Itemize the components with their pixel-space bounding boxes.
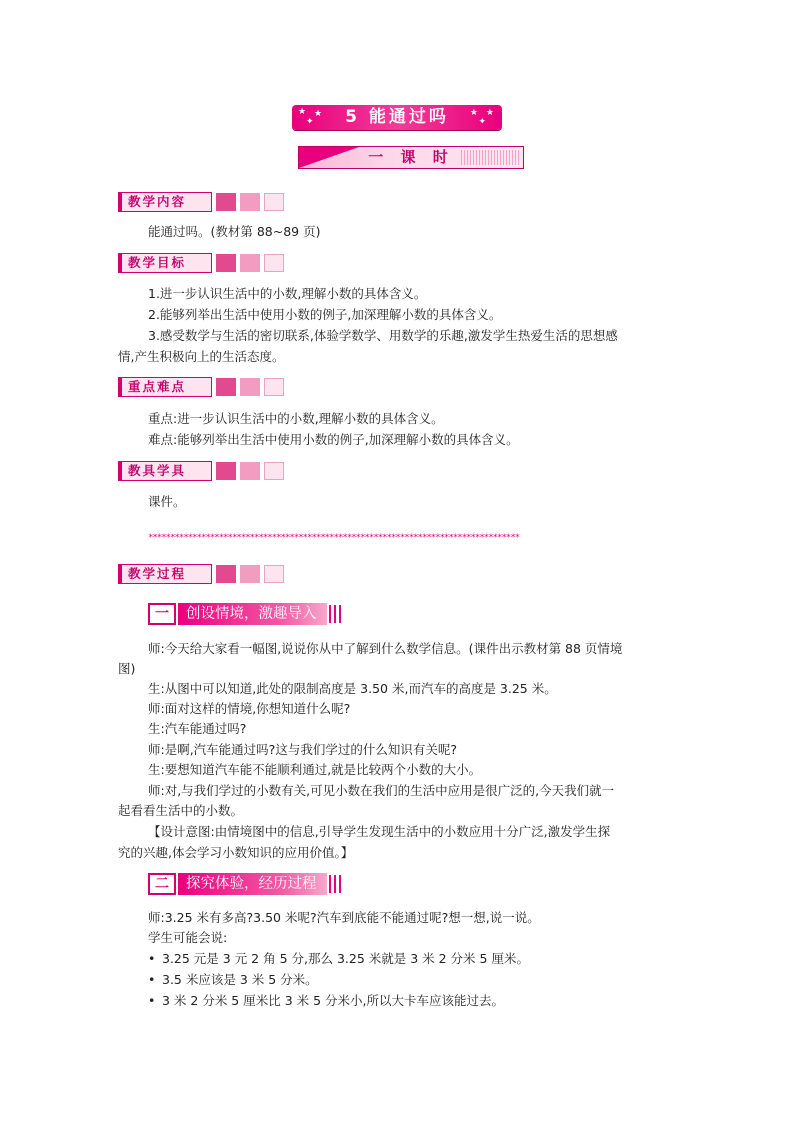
- tag-square: [240, 193, 260, 211]
- tag-square: [240, 378, 260, 396]
- tag-square: [216, 254, 236, 272]
- dialogue-line: 图): [118, 661, 136, 676]
- content-text: 能通过吗。(教材第 88~89 页): [148, 224, 321, 239]
- tag-square: [264, 462, 284, 480]
- step-label: 探究体验，经历过程: [178, 873, 327, 895]
- tag-square: [216, 193, 236, 211]
- star-divider: ************************************************************************************: [148, 533, 520, 543]
- dialogue-line: 师:对,与我们学过的小数有关,可见小数在我们的生活中应用是很广泛的,今天我们就一: [148, 783, 615, 798]
- bullet-item: [148, 992, 504, 1009]
- bullet-item: [148, 971, 318, 988]
- tag-square: [216, 565, 236, 583]
- section-label: 教具学具: [118, 461, 212, 481]
- keypoint-item: 重点:进一步认识生活中的小数,理解小数的具体含义。: [148, 411, 444, 426]
- goal-item: 3.感受数学与生活的密切联系,体验学数学、用数学的乐趣,激发学生热爱生活的思想感: [148, 328, 618, 343]
- star-icon: ✦: [478, 117, 486, 127]
- dialogue-line: 起看看生活中的小数。: [118, 803, 244, 818]
- bullet-text: 3 米 2 分米 5 厘米比 3 米 5 分米小,所以大卡车应该能过去。: [162, 993, 504, 1008]
- design-note: 【设计意图:由情境图中的信息,引导学生发现生活中的小数应用十分广泛,激发学生探: [148, 824, 611, 839]
- tag-square: [264, 254, 284, 272]
- subtitle: 一 课 时: [368, 148, 454, 166]
- star-icon: ★: [485, 108, 494, 118]
- step-number: 一: [148, 603, 176, 625]
- dialogue-line: 生:从图中可以知道,此处的限制高度是 3.50 米,而汽车的高度是 3.25 米。: [148, 681, 557, 696]
- tag-square: [216, 462, 236, 480]
- tag-square: [240, 462, 260, 480]
- section-label: 重点难点: [118, 377, 212, 397]
- step-number: 二: [148, 873, 176, 895]
- dialogue-line: 师:面对这样的情境,你想知道什么呢?: [148, 701, 351, 716]
- section-label: 教学过程: [118, 564, 212, 584]
- bullet-text: 3.5 米应该是 3 米 5 分米。: [162, 972, 318, 987]
- bullet-item: [148, 950, 529, 967]
- page-title: 5 能通过吗: [345, 107, 449, 127]
- dialogue-line: 生:汽车能通过吗?: [148, 721, 247, 736]
- step-bars: [329, 875, 343, 893]
- subtitle-banner: [298, 146, 524, 169]
- goal-item: 1.进一步认识生活中的小数,理解小数的具体含义。: [148, 286, 427, 301]
- tag-square: [264, 565, 284, 583]
- bullet-icon: •: [148, 993, 156, 1008]
- title-banner: [292, 105, 502, 130]
- star-icon: ✦: [306, 117, 314, 127]
- tag-square: [216, 378, 236, 396]
- dialogue-line: 师:3.25 米有多高?3.50 米呢?汽车到底能不能通过呢?想一想,说一说。: [148, 910, 540, 925]
- keypoint-item: 难点:能够列举出生活中使用小数的例子,加深理解小数的具体含义。: [148, 432, 519, 447]
- dialogue-line: 师:今天给大家看一幅图,说说你从中了解到什么数学信息。(课件出示教材第 88 页情境: [148, 641, 623, 656]
- step-bars: [329, 605, 343, 623]
- step-header-1: [148, 603, 368, 625]
- dialogue-line: 生:要想知道汽车能不能顺利通过,就是比较两个小数的大小。: [148, 762, 482, 777]
- tools-text: 课件。: [148, 494, 186, 509]
- tag-square: [264, 378, 284, 396]
- goal-item: 2.能够列举出生活中使用小数的例子,加深理解小数的具体含义。: [148, 307, 502, 322]
- bullet-text: 3.25 元是 3 元 2 角 5 分,那么 3.25 米就是 3 米 2 分米 5 厘米。: [162, 951, 529, 966]
- section-label: 教学内容: [118, 192, 212, 212]
- bullet-icon: •: [148, 951, 156, 966]
- tag-square: [240, 565, 260, 583]
- dialogue-line: 师:是啊,汽车能通过吗?这与我们学过的什么知识有关呢?: [148, 742, 457, 757]
- star-icon: ★: [298, 107, 307, 117]
- section-label: 教学目标: [118, 253, 212, 273]
- star-icon: ★: [469, 108, 478, 118]
- goal-item: 情,产生积极向上的生活态度。: [118, 349, 285, 364]
- dialogue-line: 学生可能会说:: [148, 930, 228, 945]
- tag-square: [240, 254, 260, 272]
- design-note: 究的兴趣,体会学习小数知识的应用价值。】: [118, 845, 354, 860]
- step-label: 创设情境，激趣导入: [178, 603, 327, 625]
- bullet-icon: •: [148, 972, 156, 987]
- tag-square: [264, 193, 284, 211]
- star-icon: ★: [314, 109, 323, 119]
- step-header-2: [148, 873, 368, 895]
